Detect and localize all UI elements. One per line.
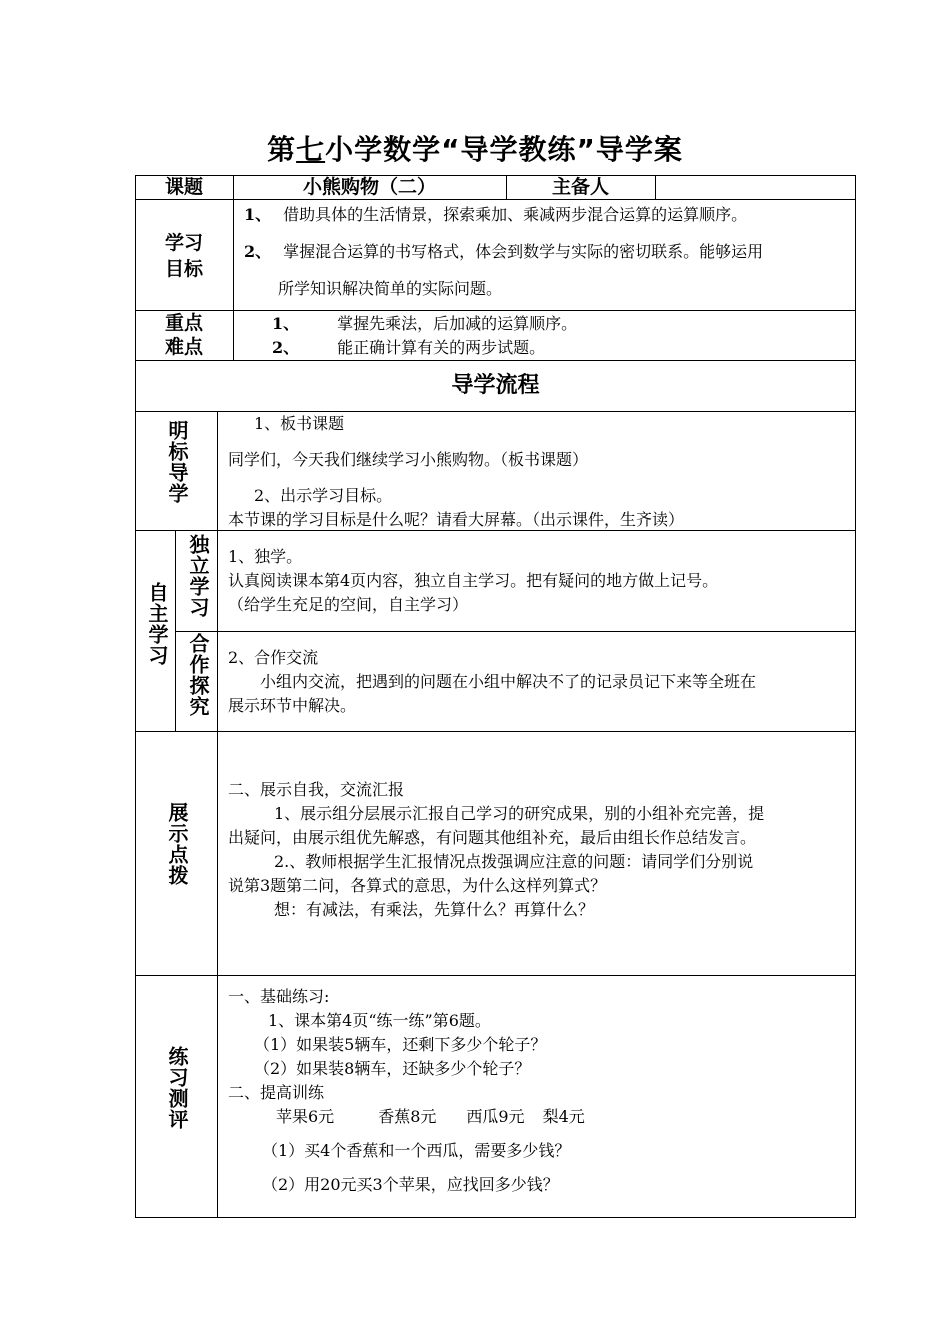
practice-line: （2）如果装8辆车，还缺多少个轮子？ xyxy=(254,1059,531,1078)
clarify-line: 1、板书课题 xyxy=(254,414,345,433)
keypoint-num: 2、 xyxy=(272,338,300,357)
price-pear: 梨4元 xyxy=(542,1107,585,1126)
practice-label: 练习测评 xyxy=(165,1046,189,1130)
independent-study-content xyxy=(228,545,718,617)
objectives-label-line1: 学习 xyxy=(164,232,203,254)
show-line: 出疑问，由展示组优先解惑，有问题其他组补充，最后由组长作总结发言。 xyxy=(228,828,757,847)
practice-line: 二、提高训练 xyxy=(228,1083,325,1102)
topic-value: 小熊购物（二） xyxy=(302,176,436,198)
show-line: 1、展示组分层展示汇报自己学习的研究成果，别的小组补充完善，提 xyxy=(274,804,765,823)
price-watermelon: 西瓜9元 xyxy=(466,1107,525,1126)
keypoints-label xyxy=(135,311,233,359)
coop-line: 2、合作交流 xyxy=(228,648,319,667)
price-banana: 香蕉8元 xyxy=(378,1107,437,1126)
objectives-list xyxy=(244,196,850,307)
page-title xyxy=(0,128,950,168)
objective-text-cont: 所学知识解决简单的实际问题。 xyxy=(278,279,503,298)
show-line: 二、展示自我，交流汇报 xyxy=(228,780,405,799)
self-study-label: 自主学习 xyxy=(145,582,169,666)
price-apple: 苹果6元 xyxy=(276,1107,335,1126)
self-line: 1、独学。 xyxy=(228,547,303,566)
practice-line: （2）用20元买3个苹果，应找回多少钱？ xyxy=(262,1175,559,1194)
clarify-line: 2、出示学习目标。 xyxy=(254,486,393,505)
keypoint-item xyxy=(272,312,577,336)
show-line: 说第3题第二问，各算式的意思，为什么这样列算式？ xyxy=(228,876,607,895)
keypoint-item xyxy=(272,336,577,360)
objective-num: 2、 xyxy=(244,242,272,261)
practice-line: （1）买4个香蕉和一个西瓜，需要多少钱？ xyxy=(262,1141,571,1160)
title-lesson-number: 七 xyxy=(296,133,326,166)
objective-text: 掌握混合运算的书写格式，体会到数学与实际的密切联系。能够运用 xyxy=(283,242,764,261)
objective-item xyxy=(244,196,850,233)
title-text: 小学数学“导学教练”导学案 xyxy=(325,133,683,166)
clarify-line: 同学们，今天我们继续学习小熊购物。（板书课题） xyxy=(228,450,589,469)
show-guide-content xyxy=(228,778,764,922)
coop-line: 小组内交流，把遇到的问题在小组中解决不了的记录员记下来等全班在 xyxy=(260,672,757,691)
objective-text: 借助具体的生活情景，探索乘加、乘减两步混合运算的运算顺序。 xyxy=(283,205,748,224)
keypoint-text: 掌握先乘法，后加减的运算顺序。 xyxy=(337,314,578,333)
clarify-label: 明标导学 xyxy=(165,420,189,504)
objectives-label xyxy=(135,230,233,282)
show-line: 2.、教师根据学生汇报情况点拨强调应注意的问题：请同学们分别说 xyxy=(274,852,754,871)
self-line: 认真阅读课本第4页内容，独立自主学习。把有疑问的地方做上记号。 xyxy=(228,571,719,590)
keypoints-list xyxy=(272,312,577,360)
process-header: 导学流程 xyxy=(451,373,540,398)
practice-line: （1）如果装5辆车，还剩下多少个轮子？ xyxy=(254,1035,547,1054)
objective-item xyxy=(244,233,850,270)
objective-num: 1、 xyxy=(244,205,272,224)
independent-study-label: 独立学习 xyxy=(186,534,210,618)
keypoints-label-line2: 难点 xyxy=(164,336,203,358)
coop-line: 展示环节中解决。 xyxy=(228,696,357,715)
objectives-label-line2: 目标 xyxy=(164,258,203,280)
cooperative-label: 合作探究 xyxy=(186,633,210,717)
practice-content xyxy=(228,985,585,1197)
show-guide-label: 展示点拨 xyxy=(165,802,189,886)
title-prefix: 第 xyxy=(267,133,297,166)
practice-line: 一、基础练习: xyxy=(228,987,330,1006)
cooperative-content xyxy=(228,646,756,718)
clarify-line: 本节课的学习目标是什么呢？请看大屏幕。（出示课件，生齐读） xyxy=(228,510,685,529)
self-line: （给学生充足的空间，自主学习） xyxy=(228,595,469,614)
show-line: 想：有减法，有乘法，先算什么？再算什么？ xyxy=(274,900,595,919)
keypoints-label-line1: 重点 xyxy=(164,312,203,334)
clarify-content xyxy=(228,412,684,532)
preparer-label: 主备人 xyxy=(551,176,609,198)
price-list xyxy=(228,1105,585,1129)
keypoint-text: 能正确计算有关的两步试题。 xyxy=(337,338,546,357)
keypoint-num: 1、 xyxy=(272,314,300,333)
topic-label: 课题 xyxy=(164,176,203,198)
practice-line: 1、课本第4页“练一练”第6题。 xyxy=(268,1011,491,1030)
